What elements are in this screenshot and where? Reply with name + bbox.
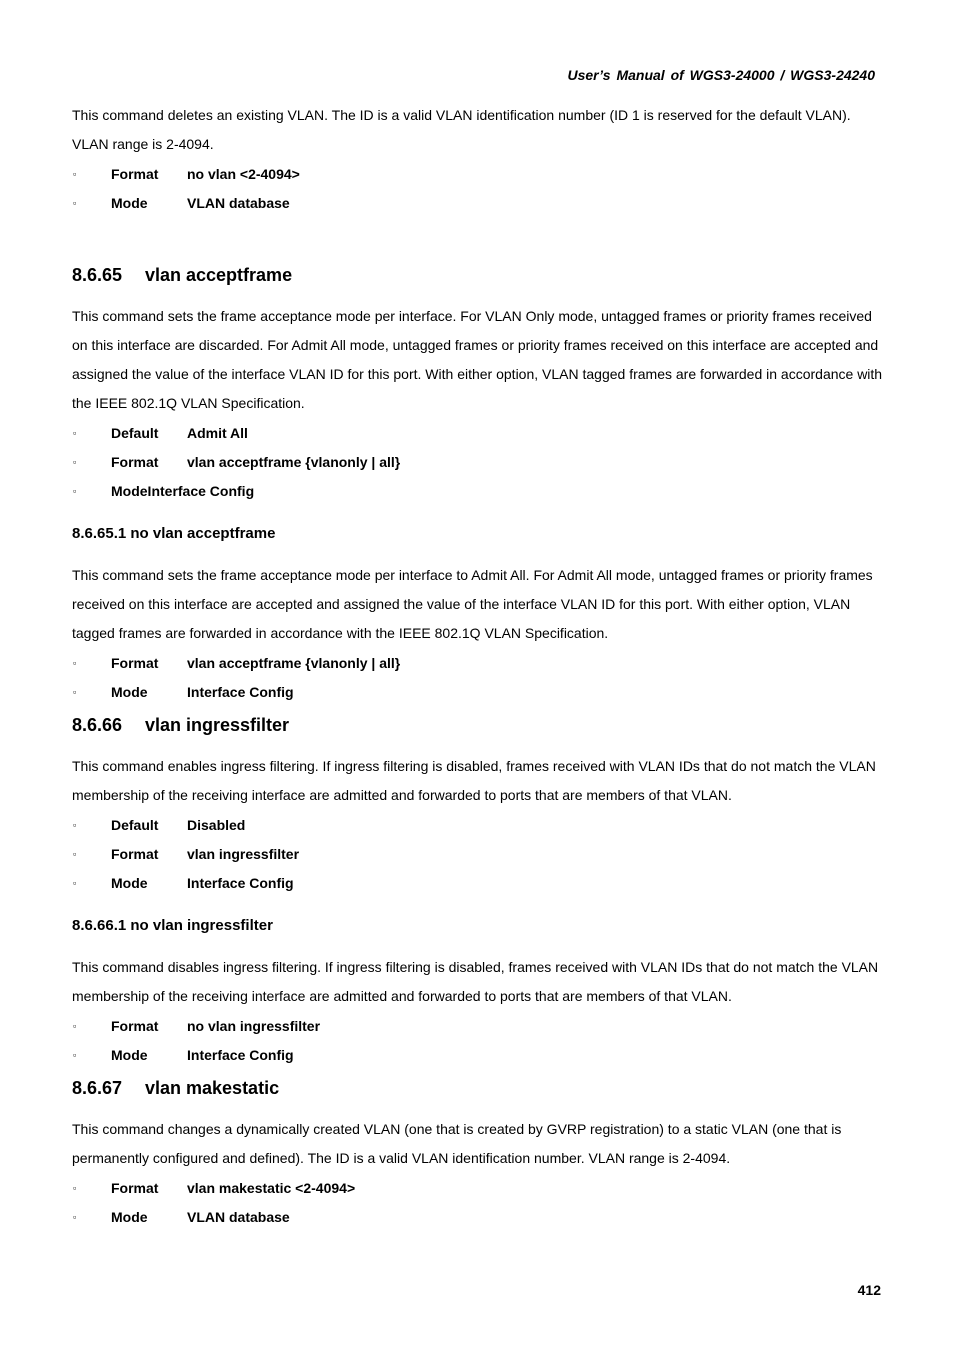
item-value: vlan acceptframe {vlanonly | all} xyxy=(187,654,401,671)
list-item xyxy=(72,447,884,476)
list-item xyxy=(72,839,884,868)
intro-list xyxy=(72,159,884,217)
item-value: VLAN database xyxy=(187,1208,290,1225)
section-title: vlan acceptframe xyxy=(145,265,293,285)
item-value: Disabled xyxy=(187,816,246,833)
bullet-icon: ▫ xyxy=(73,819,77,830)
item-value: no vlan <2-4094> xyxy=(187,165,300,182)
item-key: Mode xyxy=(111,1208,148,1225)
bullet-icon: ▫ xyxy=(73,427,77,438)
item-key: Format xyxy=(111,165,159,182)
bullet-icon: ▫ xyxy=(73,686,77,697)
item-value: vlan makestatic <2-4094> xyxy=(187,1179,356,1196)
section-paragraph: This command enables ingress filtering. If ingress filtering is disabled, frames received with VLAN IDs that do not match the VLAN membership of the receiving interface are admitted and forwarded to ports that are members of that VLAN. xyxy=(72,758,876,803)
list-item xyxy=(72,476,884,505)
section-heading-8-6-67 xyxy=(72,1073,884,1103)
item-key: Mode xyxy=(111,874,148,891)
section-paragraph: This command sets the frame acceptance mode per interface. For VLAN Only mode, untagged frames or priority frames received on this interface are discarded. For Admit All mode, untagged frames or priority frames received on this interface are accepted and assigned the value of the interface VLAN ID for this port. With either option, VLAN tagged frames are forwarded in accordance with the IEEE 802.1Q VLAN Specification. xyxy=(72,308,883,411)
section-heading-8-6-65 xyxy=(72,260,884,290)
list-item xyxy=(72,159,884,188)
section-number: 8.6.65 xyxy=(72,265,123,285)
list-item xyxy=(72,1040,884,1069)
item-key: Default xyxy=(111,424,159,441)
item-value: vlan ingressfilter xyxy=(187,845,300,862)
item-key: Format xyxy=(111,1017,159,1034)
item-mode-line: ModeInterface Config xyxy=(111,482,255,499)
bullet-icon: ▫ xyxy=(73,456,77,467)
item-value: Interface Config xyxy=(187,874,294,891)
section-paragraph: This command sets the frame acceptance mode per interface to Admit All. For Admit All mode, untagged frames or priority frames received on this interface are accepted and assigned the value of the interface VLAN ID for this port. With either option, VLAN tagged frames are forwarded in accordance with the IEEE 802.1Q VLAN Specification. xyxy=(72,567,873,641)
section-list xyxy=(72,810,884,897)
section-list xyxy=(72,1011,884,1069)
bullet-icon: ▫ xyxy=(73,485,77,496)
bullet-icon: ▫ xyxy=(73,1049,77,1060)
item-key: Format xyxy=(111,654,159,671)
item-key: Mode xyxy=(111,1046,148,1063)
item-key: Default xyxy=(111,816,159,833)
item-key: Mode xyxy=(111,683,148,700)
item-value: no vlan ingressfilter xyxy=(187,1017,321,1034)
item-value: vlan acceptframe {vlanonly | all} xyxy=(187,453,401,470)
subsection-heading-8-6-66-1: 8.6.66.1 no vlan ingressfilter xyxy=(72,917,273,934)
list-item xyxy=(72,188,884,217)
list-item xyxy=(72,648,884,677)
item-key: Mode xyxy=(111,194,148,211)
bullet-icon: ▫ xyxy=(73,1182,77,1193)
list-item xyxy=(72,418,884,447)
section-paragraph: This command disables ingress filtering. If ingress filtering is disabled, frames received with VLAN IDs that do not match the VLAN membership of the receiving interface are admitted and forwarded to ports that are members of that VLAN. xyxy=(72,959,879,1004)
bullet-icon: ▫ xyxy=(73,1020,77,1031)
list-item xyxy=(72,677,884,706)
section-list xyxy=(72,1173,884,1231)
list-item xyxy=(72,1202,884,1231)
bullet-icon: ▫ xyxy=(73,168,77,179)
bullet-icon: ▫ xyxy=(73,657,77,668)
item-value: Admit All xyxy=(187,424,248,441)
bullet-icon: ▫ xyxy=(73,197,77,208)
item-key: Format xyxy=(111,453,159,470)
list-item xyxy=(72,1173,884,1202)
list-item xyxy=(72,868,884,897)
section-number: 8.6.66 xyxy=(72,715,123,735)
item-value: Interface Config xyxy=(187,683,294,700)
item-key: Format xyxy=(111,845,159,862)
section-title: vlan makestatic xyxy=(145,1078,280,1098)
subsection-heading-8-6-65-1: 8.6.65.1 no vlan acceptframe xyxy=(72,525,276,542)
section-title: vlan ingressfilter xyxy=(145,715,290,735)
page-content xyxy=(72,101,884,1231)
section-heading-8-6-66 xyxy=(72,710,884,740)
running-header: User’s Manual of WGS3-24000 / WGS3-24240 xyxy=(567,67,875,83)
item-value: VLAN database xyxy=(187,194,290,211)
item-key: Format xyxy=(111,1179,159,1196)
section-paragraph: This command changes a dynamically created VLAN (one that is created by GVRP registration) to a static VLAN (one that is permanently configured and defined). The ID is a valid VLAN identification number. VLAN range is 2-4094. xyxy=(72,1121,842,1166)
section-list xyxy=(72,418,884,505)
section-number: 8.6.67 xyxy=(72,1078,123,1098)
bullet-icon: ▫ xyxy=(73,877,77,888)
bullet-icon: ▫ xyxy=(73,848,77,859)
list-item xyxy=(72,1011,884,1040)
list-item xyxy=(72,810,884,839)
page-number: 412 xyxy=(857,1282,881,1298)
item-value: Interface Config xyxy=(187,1046,294,1063)
bullet-icon: ▫ xyxy=(73,1211,77,1222)
intro-paragraph: This command deletes an existing VLAN. The ID is a valid VLAN identification number (ID 1 is reserved for the default VLAN). VLAN range is 2-4094. xyxy=(72,107,851,152)
section-list xyxy=(72,648,884,706)
